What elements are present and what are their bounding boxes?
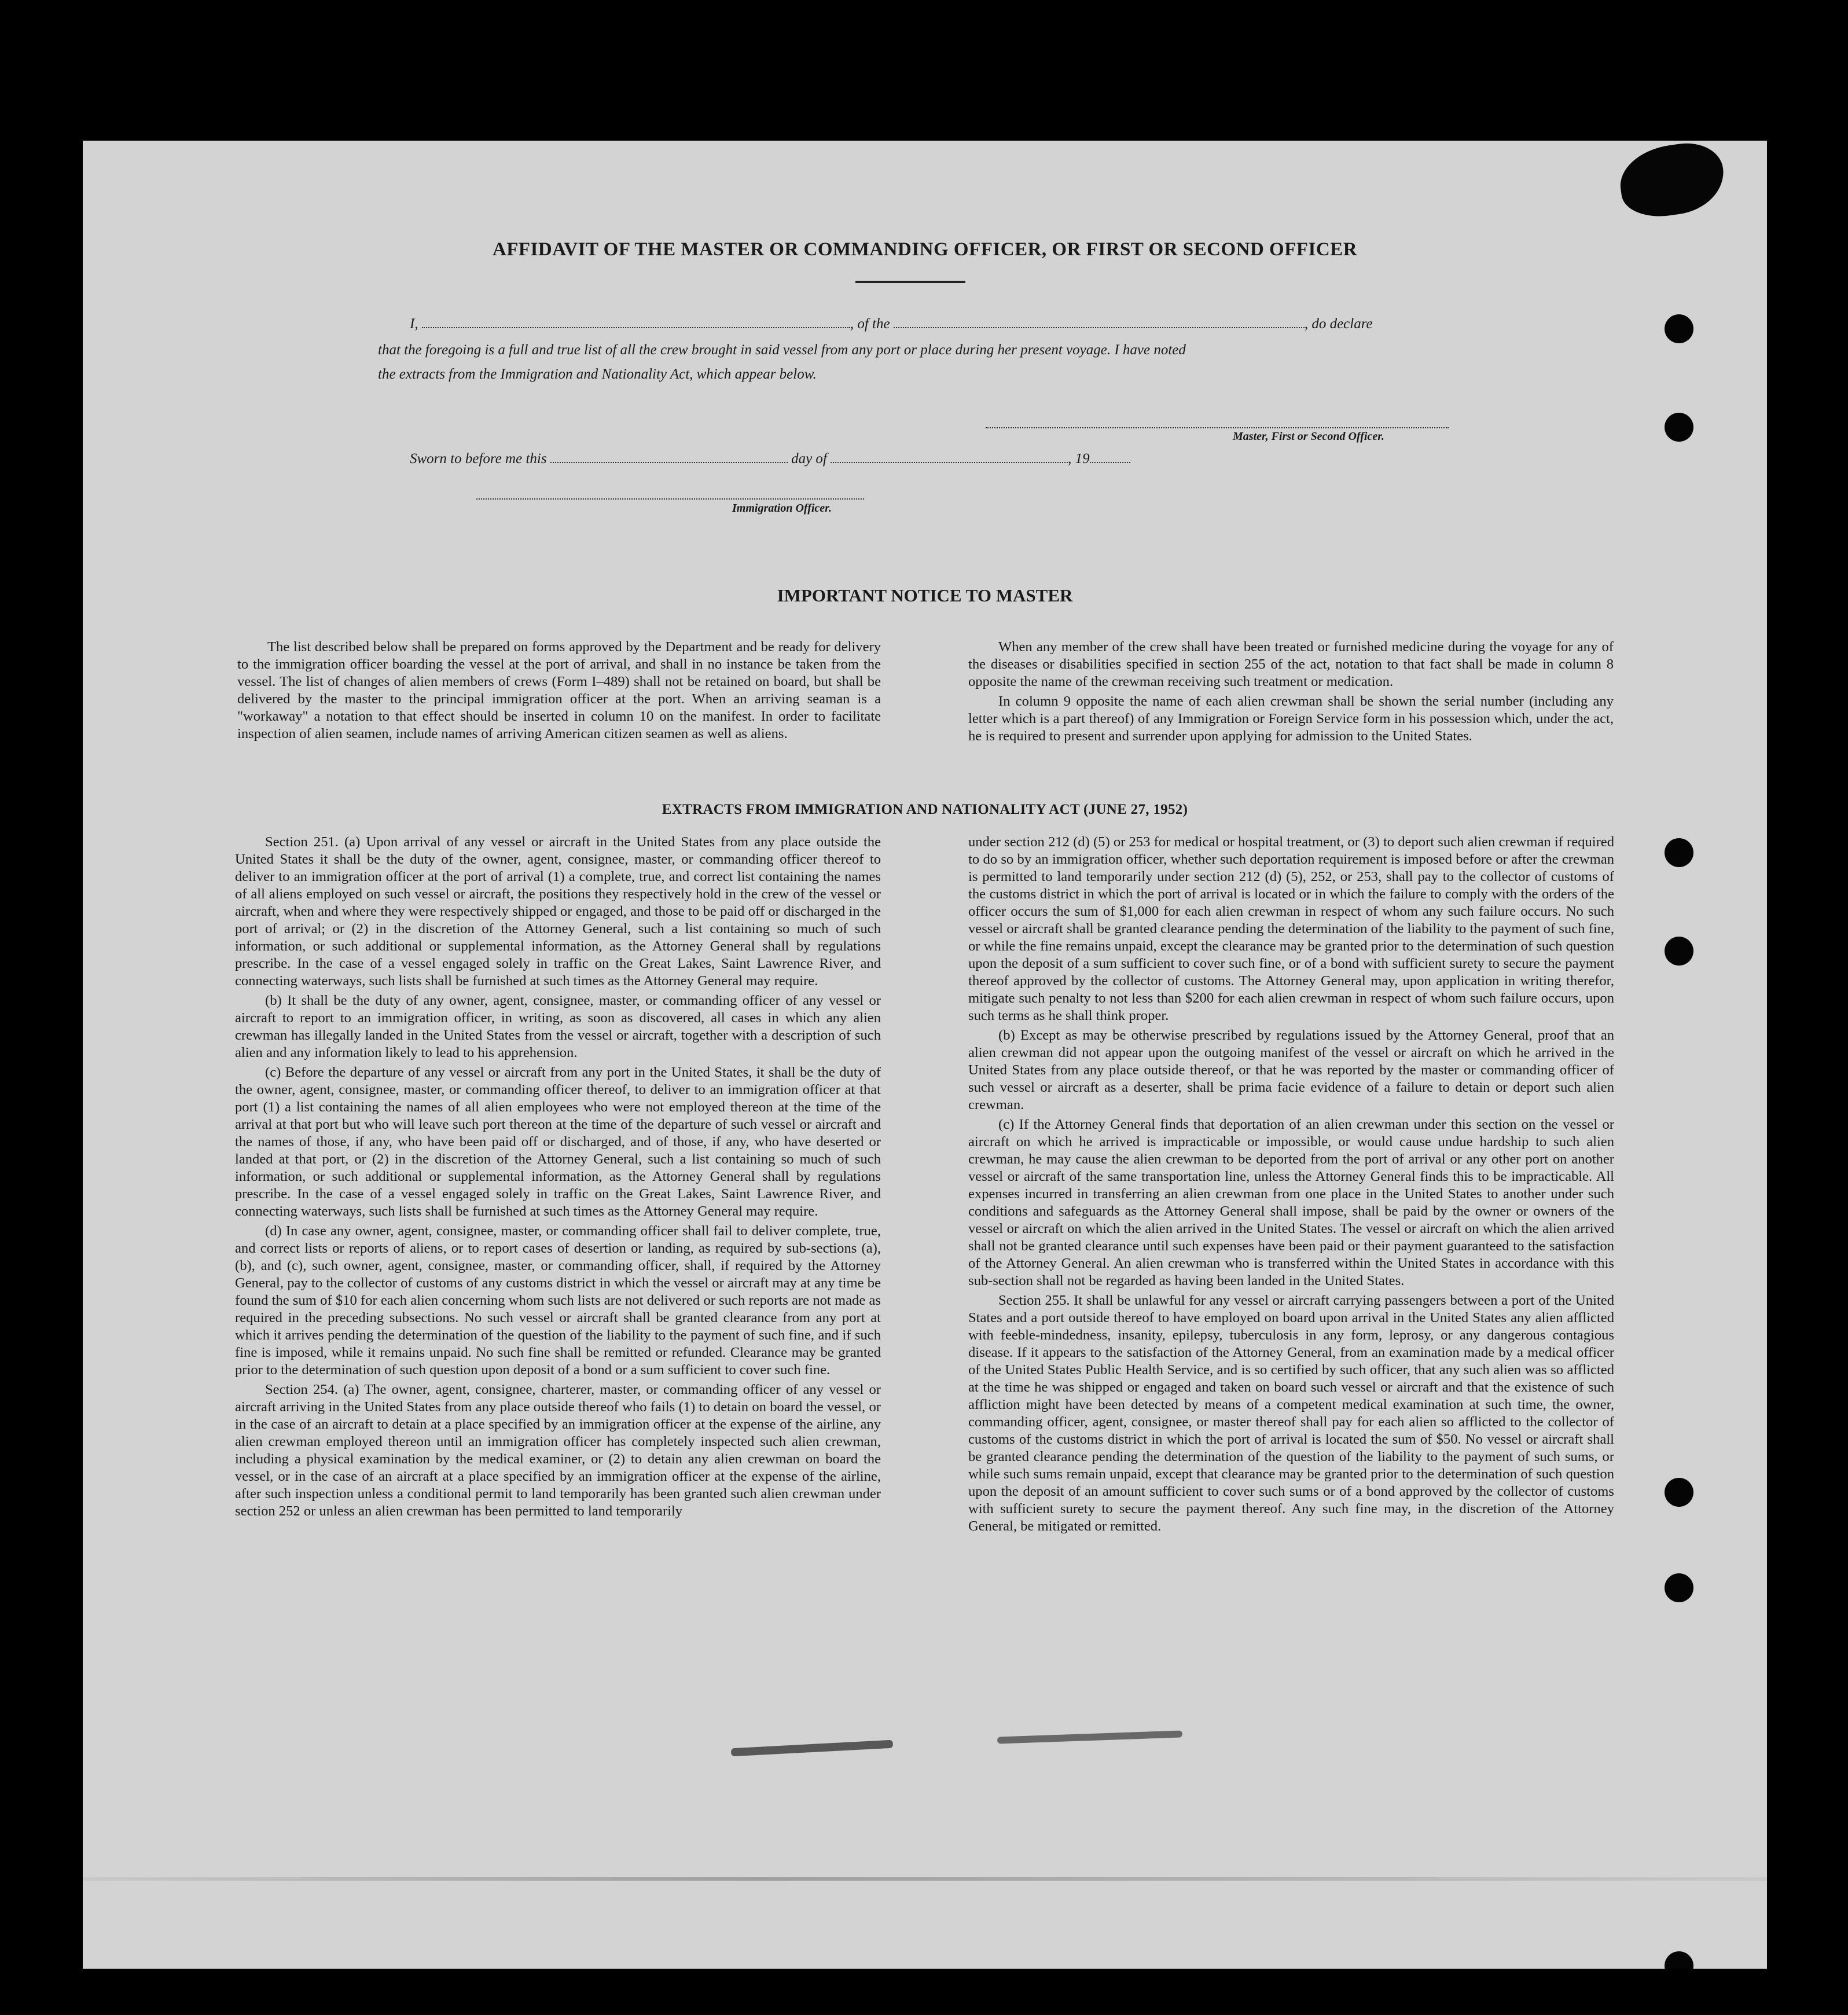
- declarant-name-field[interactable]: [422, 315, 850, 328]
- do-declare-label: , do declare: [1304, 316, 1373, 332]
- document-sheet: [83, 141, 1767, 1969]
- day-of-label: day of: [791, 451, 827, 467]
- section-254-b: (b) Except as may be otherwise prescribed by regulations issued by the Attorney General, proof that an alien crewman did not appear upon the outgoing manifest of the vessel or aircraft on which he arrived in the United States from any place outside thereof, or that he was reported by the master or commanding officer of such vessel or aircraft as a deserter, shall be prima facie evidence of a failure to detain or deport such alien crewman.: [968, 1027, 1614, 1113]
- affidavit-declaration-line: [410, 315, 1373, 332]
- section-254-c: (c) If the Attorney General finds that deportation of an alien crewman under this section on the vessel or aircraft on which he arrived is impracticable or impossible, or would cause undue hardship to such alien crewman, he may cause the alien crewman to be deported from the port of arrival or any other port on another vessel or aircraft of the same transportation line, unless the Attorney General finds this to be impracticable. All expenses incurred in transferring an alien crewman from one place in the United States to another under such conditions and safeguards as the Attorney General shall impose, shall be paid by the owner or owners of the vessel or aircraft on which the alien arrived in the United States. The vessel or aircraft on which the alien arrived shall not be granted clearance until such expenses have been paid or their payment guaranteed to the satisfaction of the Attorney General. An alien crewman who is transferred within the United States in accordance with this sub-section shall not be regarded as having been landed in the United States.: [968, 1117, 1614, 1289]
- sworn-day-field[interactable]: [550, 450, 788, 463]
- extracts-left-column: [235, 834, 881, 1522]
- section-254-a-continued: under section 212 (d) (5) or 253 for medical or hospital treatment, or (3) to deport such alien crewman if required to do so by an immigration officer, whether such deportation requirement is imposed before or after the crewman is permitted to land temporarily under section 212 (d) (5), 252, or 253, shall pay to the collector of customs of the customs district in which the port of arrival is located or in which the failure to comply with the orders of the officer occurs the sum of $1,000 for each alien crewman in respect of whom any such failure occurs. No such vessel or aircraft shall be granted clearance pending the determination of the liability to the payment of such fine, or while the fine remains unpaid, except the clearance may be granted prior to the determination of such question upon the deposit of a sum sufficient to cover such fine, or of a bond with sufficient surety to secure the payment thereof approved by the collector of customs. The Attorney General may, upon application in writing therefor, mitigate such penalty to not less than $200 for each alien crewman in respect of whom such failure occurs, upon such terms as he shall think proper.: [968, 834, 1614, 1023]
- ink-smudge: [731, 1740, 893, 1757]
- sworn-month-field[interactable]: [831, 450, 1068, 463]
- year-label: , 19: [1068, 451, 1090, 467]
- sworn-label: Sworn to before me this: [410, 451, 547, 467]
- ink-smudge: [997, 1730, 1182, 1744]
- notice-paragraph: The list described below shall be prepared on forms approved by the Department and be ready for delivery to the immigration officer boarding the vessel at the port of arrival, and shall in no instance be taken from the vessel. The list of changes of alien members of crews (Form I–489) shall not be retained on board, but shall be delivered by the master to the principal immigration officer at the port. When an arriving seaman is a "workaway" a notation to that effect should be inserted in column 10 on the manifest. In order to facilitate inspection of alien seamen, include names of arriving American citizen seamen as well as aliens.: [237, 639, 881, 742]
- ink-blot: [1616, 141, 1729, 222]
- title-rule: [855, 281, 965, 283]
- extracts-title: EXTRACTS FROM IMMIGRATION AND NATIONALITY ACT (JUNE 27, 1952): [662, 802, 1188, 817]
- section-251-a: Section 251. (a) Upon arrival of any vessel or aircraft in the United States from any place outside the United States it shall be the duty of the owner, agent, consignee, master, or commanding officer thereof to deliver to an immigration officer at the port of arrival (1) a complete, true, and correct list containing the names of all aliens employed on such vessel or aircraft, the positions they respectively hold in the crew of the vessel or aircraft, when and where they were respectively shipped or engaged, and those to be paid off or discharged in the port of arrival; or (2) in the discretion of the Attorney General, such a list containing so much of such information, or such additional or supplemental information, as the Attorney General shall by regulations prescribe. In the case of a vessel engaged solely in traffic on the Great Lakes, Saint Lawrence River, and connecting waterways, such lists shall be furnished at such times as the Attorney General may require.: [235, 834, 881, 989]
- notice-title: IMPORTANT NOTICE TO MASTER: [777, 585, 1073, 605]
- sworn-line: [410, 450, 1130, 467]
- declarant-prefix: I,: [410, 316, 418, 332]
- section-251-b: (b) It shall be the duty of any owner, agent, consignee, master, or commanding officer of any vessel or aircraft to report to an immigration officer, in writing, as soon as discovered, all cases in which any alien crewman has illegally landed in the United States from the vessel or aircraft, together with a description of such alien and any information likely to lead to his apprehension.: [235, 993, 881, 1060]
- sworn-year-field[interactable]: [1090, 450, 1130, 463]
- paper-crease: [83, 1877, 1767, 1881]
- section-254-a: Section 254. (a) The owner, agent, consignee, charterer, master, or commanding officer of any vessel or aircraft arriving in the United States from any place outside thereof who fails (1) to detain on board the vessel, or in the case of an aircraft to detain at a place specified by an immigration officer at the expense of the airline, any alien crewman employed thereon until an immigration officer has completely inspected such alien crewman, including a physical examination by the medical examiner, or (2) to detain any alien crewman on board the vessel, or in the case of an aircraft at a place specified by an immigration officer at the expense of the airline, after such inspection unless a conditional permit to land temporarily has been granted such alien crewman under section 252 or unless an alien crewman has been permitted to land temporarily: [235, 1382, 881, 1519]
- affidavit-text-line: the extracts from the Immigration and Nationality Act, which appear below.: [378, 366, 817, 382]
- notice-right-column: [968, 638, 1614, 747]
- extracts-right-column: [968, 834, 1614, 1537]
- punch-hole: [1665, 937, 1693, 966]
- notice-left-column: [237, 638, 881, 745]
- punch-hole: [1665, 314, 1693, 343]
- master-signature-line[interactable]: [986, 427, 1449, 428]
- section-251-d: (d) In case any owner, agent, consignee, master, or commanding officer shall fail to deliver complete, true, and correct lists or reports of aliens, or to report cases of desertion or landing, as required by sub-sections (a), (b), and (c), such owner, agent, consignee, master, or commanding officer, shall, if required by the Attorney General, pay to the collector of customs of any customs district in which the vessel or aircraft may at any time be found the sum of $10 for each alien concerning whom such lists are not delivered or such reports are not made as required in the preceding subsections. No such vessel or aircraft shall be granted clearance from any port at which it arrives pending the determination of the question of the liability to the payment of such fine, and if such fine is imposed, while it remains unpaid. No such fine shall be remitted or refunded. Clearance may be granted prior to the determination of such question upon deposit of a bond or a sum sufficient to cover such fine.: [235, 1223, 881, 1378]
- punch-hole: [1665, 1951, 1693, 1969]
- affidavit-title: AFFIDAVIT OF THE MASTER OR COMMANDING OFFICER, OR FIRST OR SECOND OFFICER: [492, 239, 1358, 260]
- section-255: Section 255. It shall be unlawful for any vessel or aircraft carrying passengers between a port of the United States and a port outside thereof to have employed on board upon arrival in the United States any alien afflicted with feeble-mindedness, insanity, epilepsy, tuberculosis in any form, leprosy, or any dangerous contagious disease. If it appears to the satisfaction of the Attorney General, from an examination made by a medical officer of the United States Public Health Service, and is so certified by such officer, that any such alien was so afflicted at the time he was shipped or engaged and taken on board such vessel or aircraft and that the existence of such affliction might have been detected by means of a competent medical examination at such time, the owner, commanding officer, agent, consignee, or master thereof shall pay for each alien so afflicted to the collector of customs of the customs district in which the port of arrival is located the sum of $50. No vessel or aircraft shall be granted clearance pending the determination of the question of the liability to the payment of such sums, or while such sums remain unpaid, except that clearance may be granted prior to the determination of such question upon the deposit of an amount sufficient to cover such sums or of a bond approved by the collector of customs with sufficient surety to secure the payment thereof. Any such fine may, in the discretion of the Attorney General, be mitigated or remitted.: [968, 1293, 1614, 1534]
- affidavit-text-line: that the foregoing is a full and true list of all the crew brought in said vessel from any port or place during her present voyage. I have noted: [378, 342, 1186, 358]
- notice-paragraph: When any member of the crew shall have been treated or furnished medicine during the voyage for any of the diseases or disabilities specified in section 255 of the act, notation to that fact shall be made in column 8 opposite the name of the crewman receiving such treatment or medication.: [968, 639, 1614, 689]
- punch-hole: [1665, 1573, 1693, 1602]
- notice-paragraph: In column 9 opposite the name of each alien crewman shall be shown the serial number (including any letter which is a part thereof) of any Immigration or Foreign Service form in his possession which, under the act, he is required to present and surrender upon applying for admission to the United States.: [968, 693, 1614, 744]
- punch-hole: [1665, 413, 1693, 442]
- punch-hole: [1665, 838, 1693, 867]
- immigration-officer-caption: Immigration Officer.: [732, 502, 832, 515]
- section-251-c: (c) Before the departure of any vessel or aircraft from any port in the United States, it shall be the duty of the owner, agent, consignee, master, or commanding officer thereof, to deliver to an immigration officer at that port (1) a list containing the names of all alien employees who were not employed thereon at the time of the arrival at that port but who will leave such port thereon at the time of the departure of such vessel or aircraft and the names of those, if any, who have been paid off or discharged, and of those, if any, who have deserted or landed at that port, or (2) in the discretion of the Attorney General, such a list containing so much of such information, or such additional or supplemental information, as the Attorney General shall by regulations prescribe. In the case of a vessel engaged solely in traffic on the Great Lakes, Saint Lawrence River, and connecting waterways, such lists shall be furnished at such times as the Attorney General may require.: [235, 1065, 881, 1219]
- punch-hole: [1665, 1478, 1693, 1507]
- immigration-officer-signature-line[interactable]: [476, 498, 864, 500]
- master-signature-caption: Master, First or Second Officer.: [1233, 430, 1384, 443]
- vessel-name-field[interactable]: [894, 315, 1305, 328]
- of-the-label: , of the: [850, 316, 890, 332]
